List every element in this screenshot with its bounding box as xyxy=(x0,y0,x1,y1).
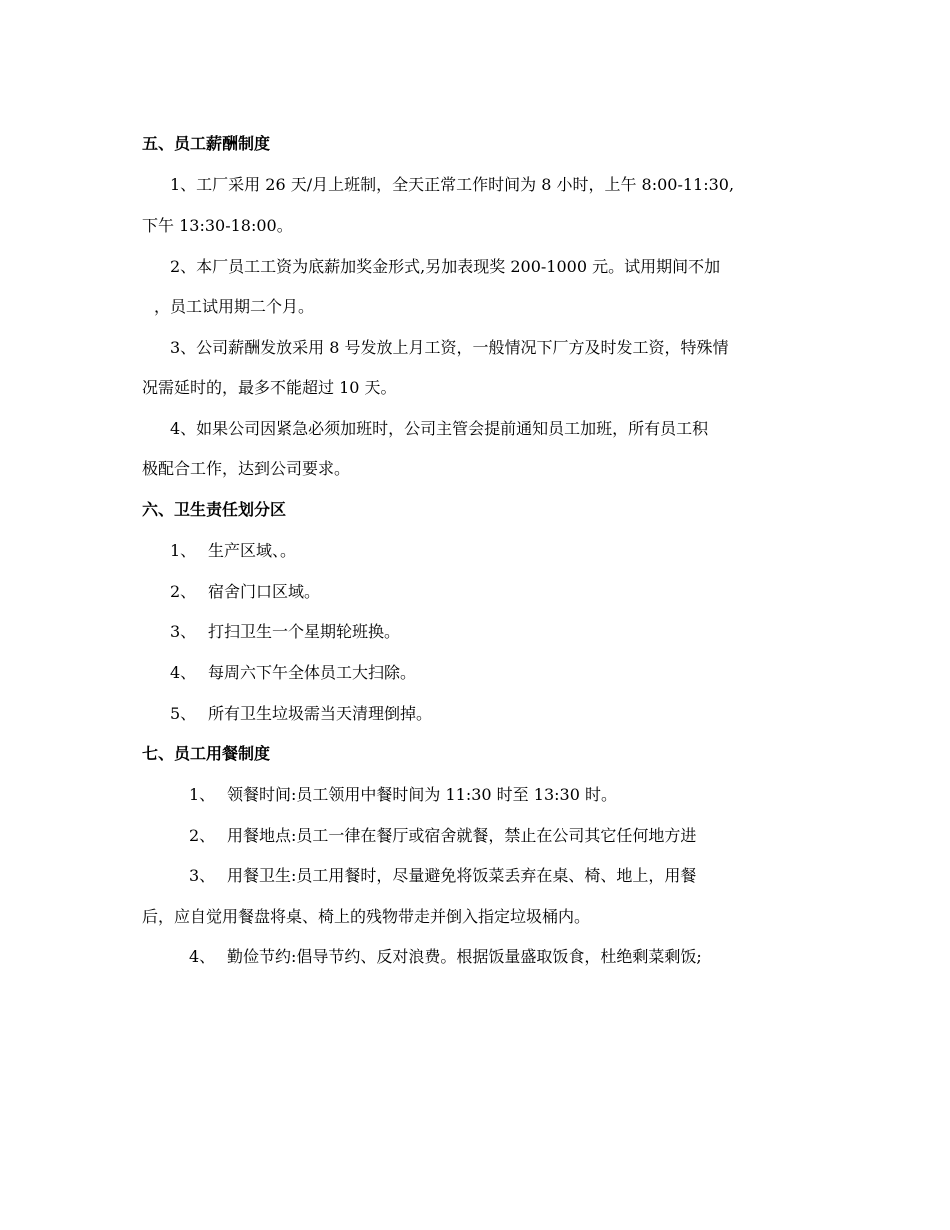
list-item-number: 4、 xyxy=(170,663,197,682)
list-item-text: 用餐地点:员工一律在餐厅或宿舍就餐，禁止在公司其它任何地方进 xyxy=(227,826,697,845)
section-5-para-4-line-2: 极配合工作，达到公司要求。 xyxy=(142,459,351,478)
list-item xyxy=(170,541,850,561)
list-item-text: 每周六下午全体员工大扫除。 xyxy=(208,663,417,682)
section-5-para-4-line-1: 4、如果公司因紧急必须加班时，公司主管会提前通知员工加班，所有员工积 xyxy=(170,419,709,438)
list-item-continuation: 后，应自觉用餐盘将桌、椅上的残物带走并倒入指定垃圾桶内。 xyxy=(142,907,591,926)
list-item xyxy=(170,663,850,683)
list-item xyxy=(189,947,869,967)
section-6-heading: 六、卫生责任划分区 xyxy=(142,500,287,519)
list-item-number: 5、 xyxy=(170,704,197,723)
list-item xyxy=(170,704,850,724)
list-item-number: 3、 xyxy=(170,622,197,641)
list-item-text: 生产区域、。 xyxy=(208,541,297,560)
list-item xyxy=(170,582,850,602)
list-item xyxy=(170,622,850,642)
list-item xyxy=(189,785,869,805)
section-5-para-3-line-2: 况需延时的，最多不能超过 10 天。 xyxy=(142,378,397,397)
list-item-text: 宿舍门口区域。 xyxy=(208,582,321,601)
list-item-number: 2、 xyxy=(189,826,216,845)
list-item-number: 4、 xyxy=(189,947,216,966)
list-item-number: 2、 xyxy=(170,582,197,601)
section-5-para-1-line-1: 1、工厂采用 26 天/月上班制，全天正常工作时间为 8 小时，上午 8:00-11:30, xyxy=(170,175,735,194)
list-item xyxy=(189,826,869,846)
section-5-para-2-line-2: ，员工试用期二个月。 xyxy=(154,297,315,316)
section-5-para-3-line-1: 3、公司薪酬发放采用 8 号发放上月工资，一般情况下厂方及时发工资，特殊情 xyxy=(170,338,729,357)
list-item xyxy=(189,866,869,886)
section-7-heading: 七、员工用餐制度 xyxy=(142,744,271,763)
list-item-number: 3、 xyxy=(189,866,216,885)
list-item-number: 1、 xyxy=(189,785,216,804)
section-5-para-1-line-2: 下午 13:30-18:00。 xyxy=(142,216,293,235)
section-5-heading: 五、员工薪酬制度 xyxy=(142,134,271,153)
list-item-text: 勤俭节约:倡导节约、反对浪费。根据饭量盛取饭食，杜绝剩菜剩饭; xyxy=(227,947,702,966)
list-item-number: 1、 xyxy=(170,541,197,560)
section-5-para-2-line-1: 2、本厂员工工资为底薪加奖金形式,另加表现奖 200-1000 元。试用期间不加 xyxy=(170,257,721,276)
list-item-text: 领餐时间:员工领用中餐时间为 11:30 时至 13:30 时。 xyxy=(227,785,617,804)
list-item-text: 用餐卫生:员工用餐时，尽量避免将饭菜丢弃在桌、椅、地上，用餐 xyxy=(227,866,697,885)
list-item-text: 所有卫生垃圾需当天清理倒掉。 xyxy=(208,704,433,723)
list-item-text: 打扫卫生一个星期轮班换。 xyxy=(208,622,401,641)
